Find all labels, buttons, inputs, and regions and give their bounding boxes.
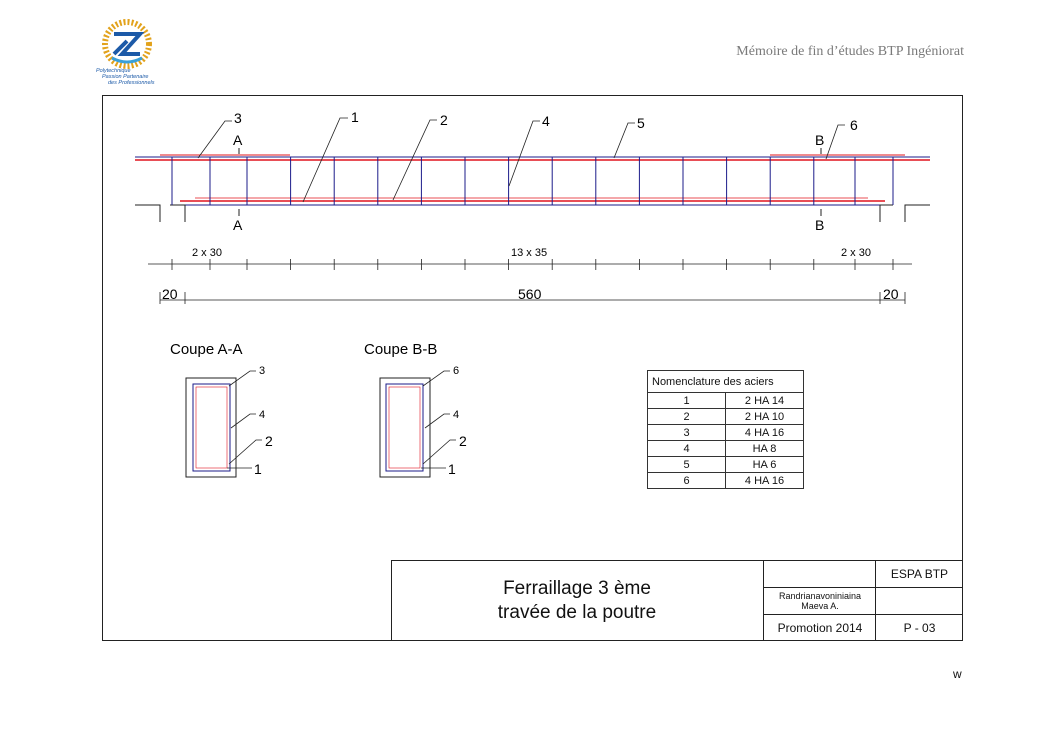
section-aa-inner: [196, 387, 227, 468]
table-cell-bar: HA 6: [726, 457, 804, 473]
table-cell-num: 2: [648, 409, 726, 425]
dimension-label: 560: [518, 286, 542, 302]
page-header-title: Mémoire de fin d’études BTP Ingéniorat: [736, 44, 964, 59]
table-cell-bar: 4 HA 16: [726, 473, 804, 489]
author-cell: [763, 587, 876, 615]
section-mark: 6: [453, 365, 460, 377]
table-cell-bar: 2 HA 10: [726, 409, 804, 425]
dimension-label: 20: [162, 286, 178, 302]
leader-5: [614, 123, 635, 158]
table-cell-bar: HA 8: [726, 441, 804, 457]
table-cell-num: 6: [648, 473, 726, 489]
section-mark: 2: [265, 433, 273, 449]
section-letter: B: [815, 132, 825, 148]
drawing-title-line: Ferraillage 3 ème: [503, 577, 651, 599]
school-name: ESPA BTP: [875, 560, 963, 588]
drawing-title-line: travée de la poutre: [497, 601, 657, 623]
marker-label: 1: [351, 109, 359, 125]
spacing-label: 2 x 30: [192, 247, 222, 259]
title-block-empty: [763, 560, 876, 588]
marker-label: 4: [542, 113, 550, 129]
section-letter: A: [233, 132, 243, 148]
table-title: Nomenclature des aciers: [648, 371, 804, 393]
promotion-label: Promotion 2014: [763, 614, 876, 641]
marker-label: 3: [234, 110, 242, 126]
right-support-outer: [905, 205, 930, 222]
table-header-row: [648, 371, 804, 393]
left-support-inner: [170, 205, 185, 222]
leader-aa-4: [231, 414, 256, 428]
section-title-aa: Coupe A-A: [170, 341, 243, 358]
leader-bb-4: [425, 414, 450, 428]
table-row: [648, 441, 804, 457]
leader-6: [826, 125, 845, 159]
drawing-title: [391, 560, 764, 641]
table-cell-bar: 4 HA 16: [726, 425, 804, 441]
section-mark: 4: [453, 409, 460, 421]
logo-caption-line: Passion Partenaire: [102, 74, 149, 80]
table-cell-num: 3: [648, 425, 726, 441]
sheet-number: P - 03: [875, 614, 963, 641]
section-letter: A: [233, 217, 243, 233]
spacing-label: 2 x 30: [841, 247, 871, 259]
section-mark: 2: [459, 433, 467, 449]
table-row: [648, 425, 804, 441]
section-mark: 1: [448, 461, 456, 477]
section-bb-stirrup: [386, 384, 423, 471]
author-name: Maeva A.: [801, 600, 839, 611]
table-cell-num: 4: [648, 441, 726, 457]
section-mark: 4: [259, 409, 266, 421]
nomenclature-table: [647, 370, 804, 489]
section-letter: B: [815, 217, 825, 233]
marker-label: 5: [637, 115, 645, 131]
right-support: [880, 205, 893, 222]
marker-label: 2: [440, 112, 448, 128]
table-row: [648, 457, 804, 473]
title-block-empty: [875, 587, 963, 615]
section-aa-stirrup: [193, 384, 230, 471]
leader-3: [198, 121, 232, 158]
spacing-label: 13 x 35: [511, 247, 548, 259]
marker-label: 6: [850, 117, 858, 133]
table-row: [648, 409, 804, 425]
logo-caption-line: des Professionnels: [108, 80, 155, 86]
leader-4: [509, 121, 540, 186]
left-support: [135, 205, 160, 222]
table-cell-num: 1: [648, 393, 726, 409]
table-row: [648, 393, 804, 409]
logo-caption-line: Polytechnique: [96, 68, 131, 74]
section-title-bb: Coupe B-B: [364, 341, 438, 358]
footer-mark: w: [953, 667, 962, 681]
spacing-tick-group: [172, 259, 893, 270]
section-bb-inner: [389, 387, 420, 468]
table-cell-num: 5: [648, 457, 726, 473]
table-cell-bar: 2 HA 14: [726, 393, 804, 409]
author-name: Randrianavoniniaina: [778, 590, 862, 601]
section-mark: 1: [254, 461, 262, 477]
section-mark: 3: [259, 365, 266, 377]
dimension-label: 20: [883, 286, 899, 302]
table-row: [648, 473, 804, 489]
